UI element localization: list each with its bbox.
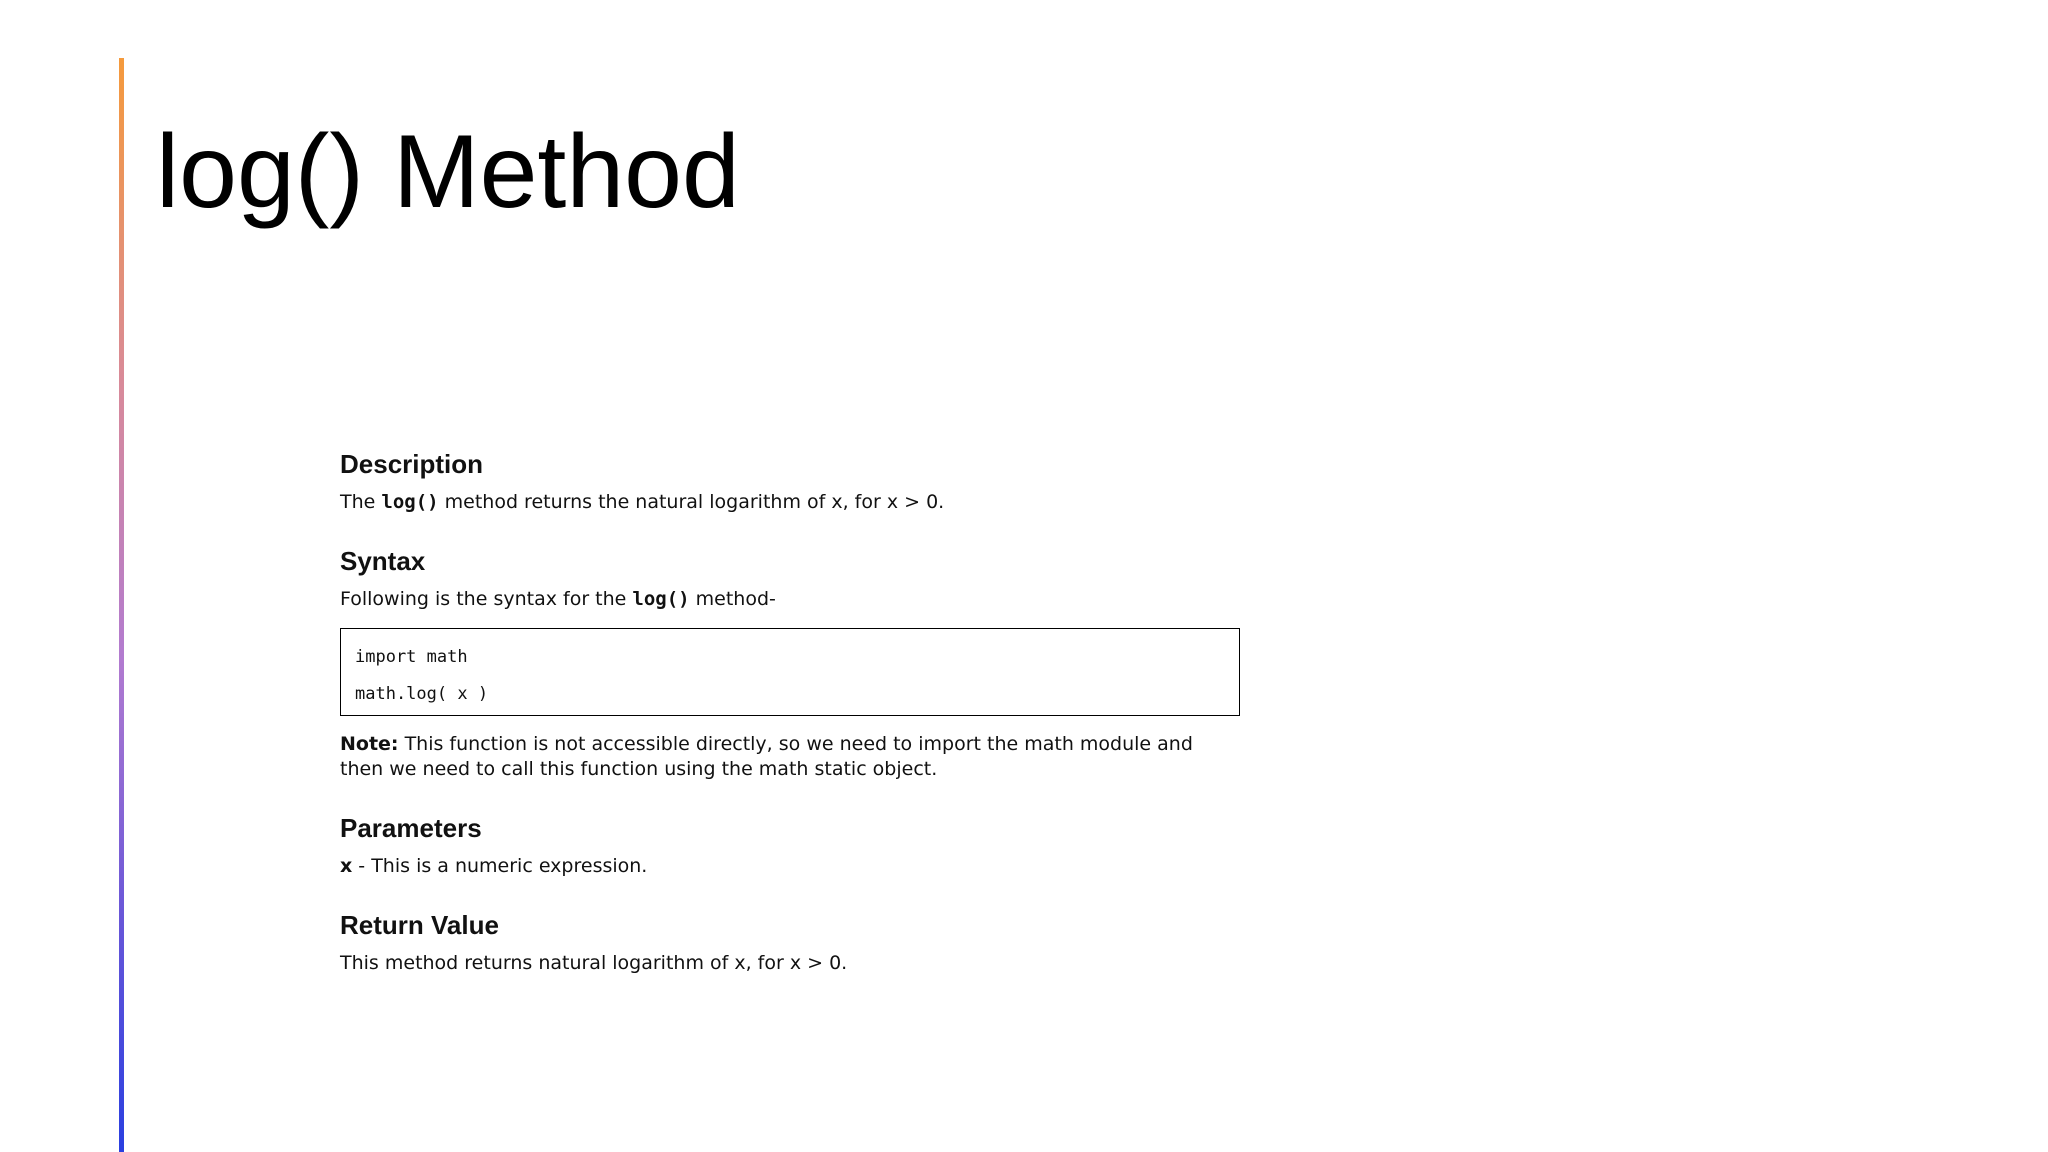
slide-title: log() Method (156, 114, 740, 230)
return-value-text: This method returns natural logarithm of x, for x > 0. (340, 952, 848, 974)
note (340, 732, 1240, 782)
method-name: log() (632, 588, 690, 610)
note-label: Note: (340, 733, 399, 755)
method-name: log() (381, 491, 439, 513)
parameter-item: x - This is a numeric expression. (340, 855, 648, 877)
accent-bar (119, 58, 124, 1152)
code-line: import math (355, 647, 468, 667)
note-text: Note: This function is not accessible directly, so we need to import the math module and then we need to call this function using the math static object. (340, 733, 1193, 780)
param-name: x (340, 855, 353, 877)
code-line: math.log( x ) (355, 684, 489, 704)
description-text: The log() method returns the natural logarithm of x, for x > 0. (340, 491, 945, 513)
syntax-heading: Syntax (340, 546, 426, 576)
doc-screenshot (340, 448, 1240, 976)
code-block (340, 628, 1240, 716)
return-value-heading: Return Value (340, 910, 499, 940)
syntax-text: Following is the syntax for the log() method- (340, 588, 776, 610)
description-heading: Description (340, 449, 484, 479)
parameters-heading: Parameters (340, 813, 482, 843)
